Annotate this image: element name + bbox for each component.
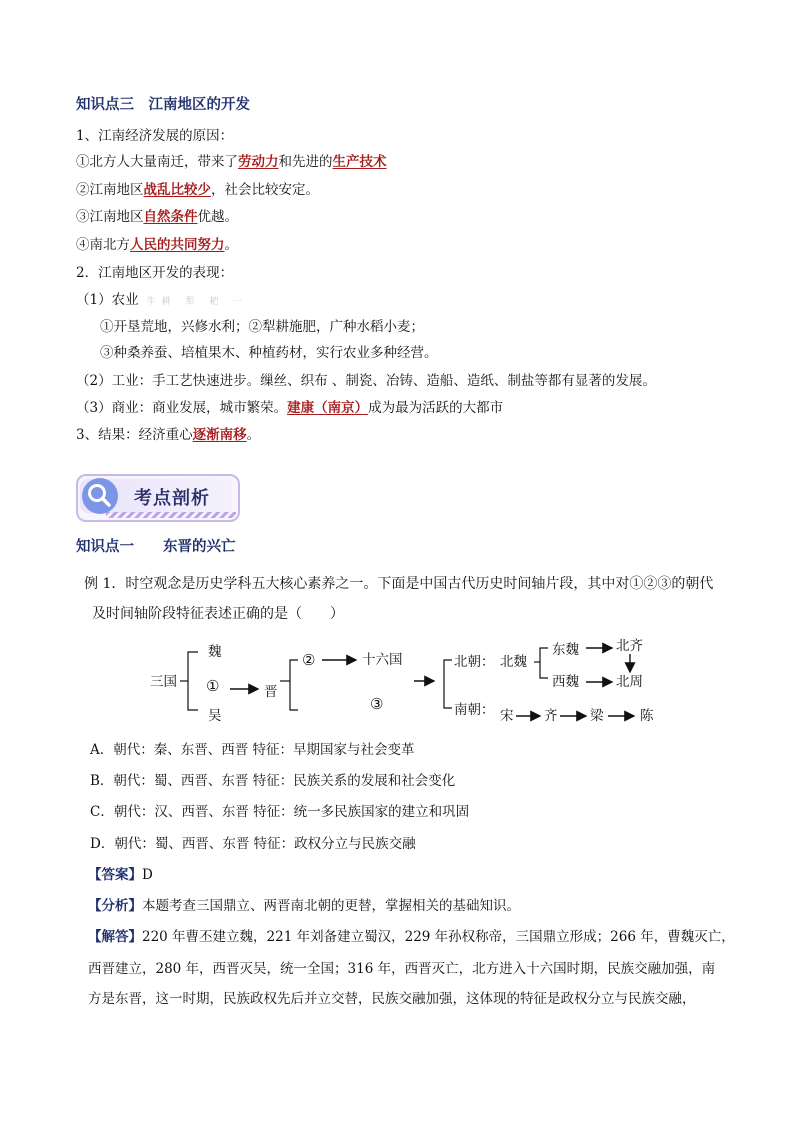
text: ，社会比较安定。 xyxy=(211,182,319,198)
text: （1）农业 xyxy=(76,292,139,308)
text: ②江南地区 xyxy=(76,182,144,198)
text: 。 xyxy=(224,237,238,253)
reason-1 xyxy=(76,153,387,171)
answer-value: D xyxy=(142,867,153,883)
answer-label: 【答案】 xyxy=(88,867,142,883)
keyword: 建康（南京） xyxy=(287,400,369,416)
keyword: 战乱比较少 xyxy=(143,182,211,198)
analysis-text: 本题考查三国鼎立、两晋南北朝的更替，掌握相关的基础知识。 xyxy=(142,898,520,914)
option-a: A．朝代：秦、东晋、西晋 特征：早期国家与社会变革 xyxy=(90,742,415,758)
text: ①北方人大量南迁，带来了 xyxy=(76,154,238,170)
explain-line: 方是东晋，这一时期，民族政权先后并立交替，民族交融加强，这体现的特征是政权分立与民族交融， xyxy=(88,991,696,1007)
analysis-line xyxy=(88,897,520,915)
question-text: 例 1．时空观念是历史学科五大核心素养之一。下面是中国古代历史时间轴片段，其中对①②③的朝代 xyxy=(84,576,714,592)
text: 成为最为活跃的大都市 xyxy=(368,400,504,416)
agriculture-item: ③种桑养蚕、培植果木、种植药材，实行农业多种经营。 xyxy=(100,345,438,361)
keyword: 自然条件 xyxy=(143,209,198,225)
option-c: C．朝代：汉、西晋、东晋 特征：统一多民族国家的建立和巩固 xyxy=(90,804,470,820)
answer-line xyxy=(88,866,153,884)
reason-4 xyxy=(76,236,238,254)
label-liang: 梁 xyxy=(590,708,604,724)
keyword: 逐渐南移 xyxy=(192,427,247,443)
reason-2 xyxy=(76,181,319,199)
question-text: 及时间轴阶段特征表述正确的是（ ） xyxy=(92,606,344,622)
keyword: 劳动力 xyxy=(238,154,279,170)
label-jin: 晋 xyxy=(264,684,278,700)
label-nanchao: 南朝： xyxy=(454,702,495,718)
text: 。 xyxy=(246,427,261,443)
label-sanguo: 三国 xyxy=(150,674,177,690)
keyword: 生产技术 xyxy=(332,154,387,170)
text: 优越。 xyxy=(197,209,238,225)
agriculture-label xyxy=(76,291,248,311)
text: 3、结果：经济重心 xyxy=(76,427,193,443)
text: 和先进的 xyxy=(278,154,333,170)
option-b: B．朝代：蜀、西晋、东晋 特征：民族关系的发展和社会变化 xyxy=(90,773,456,789)
subheading: 2．江南地区开发的表现： xyxy=(76,265,234,281)
banner-title: 考点剖析 xyxy=(134,488,210,509)
banner-stripe xyxy=(106,512,236,518)
label-shiliuguo: 十六国 xyxy=(362,652,403,668)
explain-line xyxy=(88,928,735,946)
search-icon xyxy=(86,482,114,510)
label-beiwei: 北魏 xyxy=(500,654,527,670)
subheading: 1、江南经济发展的原因： xyxy=(76,128,234,144)
result-text xyxy=(76,426,260,444)
agriculture-item: ①开垦荒地，兴修水利；②犁耕施肥，广种水稻小麦； xyxy=(100,319,424,335)
timeline-diagram xyxy=(150,640,670,735)
explain-label: 【解答】 xyxy=(88,929,142,945)
section-banner xyxy=(76,474,240,522)
industry-text: （2）工业：手工艺快速进步。缫丝、织布 、制瓷、冶铸、造船、造纸、制盐等都有显著的发展。 xyxy=(76,373,656,389)
label-circle-2: ② xyxy=(302,651,316,669)
label-circle-3: ③ xyxy=(370,695,384,713)
section-heading: 知识点一 东晋的兴亡 xyxy=(76,539,236,555)
label-circle-1: ① xyxy=(206,677,220,695)
label-chen: 陈 xyxy=(640,708,654,724)
explain-line: 西晋建立，280 年，西晋灭吴，统一全国；316 年，西晋灭亡，北方进入十六国时期，民族交融加强，南 xyxy=(88,961,716,977)
label-beizhou: 北周 xyxy=(616,674,643,690)
commerce-text xyxy=(76,399,503,417)
label-dongwei: 东魏 xyxy=(552,642,579,658)
label-beichao: 北朝： xyxy=(454,654,495,670)
label-song: 宋 xyxy=(500,708,514,724)
text: （3）商业：商业发展，城市繁荣。 xyxy=(76,400,288,416)
reason-3 xyxy=(76,208,238,226)
keyword: 人民的共同努力 xyxy=(130,237,225,253)
option-d: D．朝代：蜀、西晋、东晋 特征：政权分立与民族交融 xyxy=(90,836,416,852)
analysis-label: 【分析】 xyxy=(88,898,142,914)
label-wu: 吴 xyxy=(208,708,222,724)
section-heading: 知识点三 江南地区的开发 xyxy=(76,97,250,113)
text: ④南北方 xyxy=(76,237,130,253)
faint-text: 牛耕 犁 耙 一 xyxy=(146,297,249,307)
explain-text: 220 年曹丕建立魏，221 年刘备建立蜀汉，229 年孙权称帝，三国鼎立形成；266 年，曹魏灭亡， xyxy=(142,929,735,945)
label-beiqi: 北齐 xyxy=(616,638,643,654)
text: ③江南地区 xyxy=(76,209,144,225)
label-xiwei: 西魏 xyxy=(552,674,579,690)
label-wei: 魏 xyxy=(208,644,222,660)
label-qi: 齐 xyxy=(544,708,558,724)
